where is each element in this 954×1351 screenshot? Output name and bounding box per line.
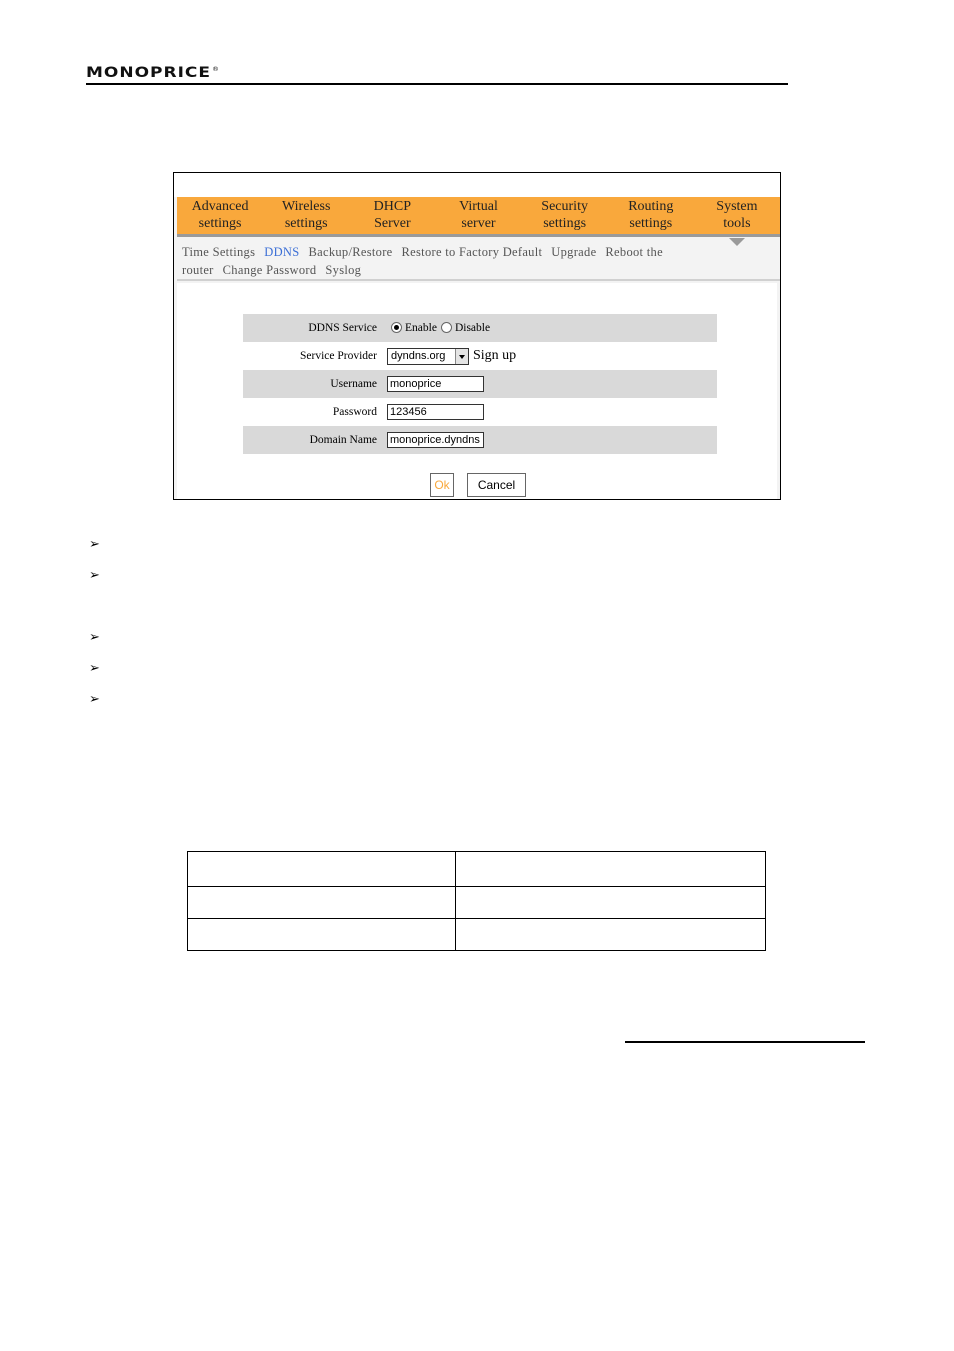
subnav-ddns[interactable]: DDNS xyxy=(264,245,300,259)
cancel-button[interactable]: Cancel xyxy=(467,473,526,497)
arrow-bullet-icon: ➢ xyxy=(89,630,100,645)
ddns-enable-radio[interactable] xyxy=(391,322,402,333)
ddns-enable-label: Enable xyxy=(405,322,437,334)
underline-rule xyxy=(625,1041,865,1043)
empty-table xyxy=(187,851,766,951)
top-strip xyxy=(174,173,780,197)
password-row xyxy=(243,398,717,426)
subnav-syslog[interactable]: Syslog xyxy=(325,263,362,277)
router-ddns-screenshot xyxy=(173,172,781,500)
subnav-time-settings[interactable]: Time Settings xyxy=(182,245,256,259)
subnav-upgrade[interactable]: Upgrade xyxy=(551,245,597,259)
domain-name-row xyxy=(243,426,717,454)
service-provider-label: Service Provider xyxy=(300,350,377,362)
table-row xyxy=(188,887,766,919)
ddns-disable-radio[interactable] xyxy=(441,322,452,333)
tab-advanced-settings[interactable]: Advanced settings xyxy=(191,199,249,231)
ddns-disable-label: Disable xyxy=(454,322,491,334)
subnav-restore-factory-default[interactable]: Restore to Factory Default xyxy=(401,245,543,259)
ddns-service-label: DDNS Service xyxy=(308,322,377,334)
table-row xyxy=(188,919,766,951)
ddns-service-row xyxy=(243,314,717,342)
table-row xyxy=(188,852,766,887)
service-provider-row xyxy=(243,342,717,370)
username-row xyxy=(243,370,717,398)
ddns-panel xyxy=(177,283,777,499)
tab-routing-settings[interactable]: Routing settings xyxy=(628,199,674,231)
tab-system-tools[interactable]: System tools xyxy=(694,197,780,234)
username-label: Username xyxy=(330,378,377,390)
arrow-bullet-icon: ➢ xyxy=(89,692,100,707)
service-provider-value: dyndns.org xyxy=(391,349,446,362)
username-input[interactable]: monoprice xyxy=(387,376,484,392)
ok-button[interactable]: Ok xyxy=(430,473,454,497)
subnav-change-password[interactable]: Change Password xyxy=(222,263,317,277)
arrow-bullet-icon: ➢ xyxy=(89,661,100,676)
sign-up-link[interactable]: Sign up xyxy=(473,348,517,363)
tab-virtual-server[interactable]: Virtual server xyxy=(459,199,498,231)
arrow-bullet-icon: ➢ xyxy=(89,568,100,583)
header-rule xyxy=(86,83,788,85)
tab-dhcp-server[interactable]: DHCP Server xyxy=(373,199,412,231)
password-input[interactable]: 123456 xyxy=(387,404,484,420)
subnav-divider xyxy=(177,279,780,281)
tab-security-settings[interactable]: Security settings xyxy=(541,199,588,231)
arrow-bullet-icon: ➢ xyxy=(89,537,100,552)
tab-wireless-settings[interactable]: Wireless settings xyxy=(282,199,331,231)
main-nav xyxy=(177,197,780,237)
subnav-reboot-router[interactable]: Reboot the router xyxy=(182,245,663,277)
domain-name-label: Domain Name xyxy=(309,434,377,446)
service-provider-select[interactable] xyxy=(387,348,469,365)
chevron-down-icon[interactable] xyxy=(455,349,468,364)
monoprice-logo: MONOPRICE® xyxy=(86,64,221,81)
sub-nav xyxy=(182,243,742,279)
subnav-backup-restore[interactable]: Backup/Restore xyxy=(308,245,393,259)
domain-name-input[interactable]: monoprice.dyndns xyxy=(387,432,484,448)
password-label: Password xyxy=(332,406,377,418)
